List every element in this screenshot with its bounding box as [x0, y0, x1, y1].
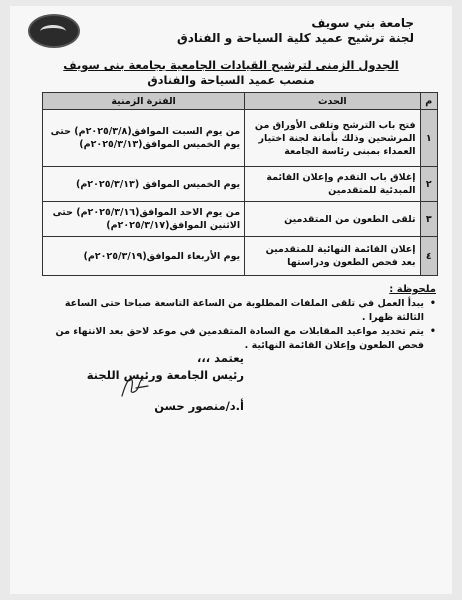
row-num: ٤ [420, 237, 437, 276]
title-line-1: الجدول الزمنى لترشيح القيادات الجامعية بجامعة بنى سويف [63, 58, 399, 72]
document-title [50, 58, 412, 88]
university-name: جامعة بني سويف [311, 16, 414, 30]
row-event: فتح باب الترشح وتلقى الأوراق من المرشحين وذلك بأمانة لجنة اختيار العمداء بمبنى رئاسة الجامعة [245, 110, 420, 167]
committee-name: لجنة ترشيح عميد كلية السياحة و الفنادق [176, 31, 414, 45]
notes-section [36, 284, 436, 353]
university-logo-icon [28, 14, 80, 48]
schedule-table [42, 92, 438, 276]
header-num: م [420, 93, 437, 110]
signer-name: أ.د/منصور حسن [154, 399, 244, 413]
row-period: يوم الأربعاء الموافق(٢٠٢٥/٣/١٩م) [43, 237, 245, 276]
letterhead [176, 16, 414, 46]
row-period: يوم الخميس الموافق (٢٠٢٥/٣/١٣م) [43, 167, 245, 202]
row-event: تلقى الطعون من المتقدمين [245, 202, 420, 237]
table-row [43, 202, 438, 237]
handwritten-signature-icon [118, 372, 152, 402]
note-item: • يتم تحديد مواعيد المقابلات مع السادة المتقدمين في موعد لاحق بعد الانتهاء من فحص الطعون وإعلان القائمة النهائية . [36, 325, 436, 353]
row-period: من يوم السبت الموافق(٢٠٢٥/٣/٨م) حتى يوم الخميس الموافق(٢٠٢٥/٣/١٣م) [43, 110, 245, 167]
row-period: من يوم الاحد الموافق(٢٠٢٥/٣/١٦م) حتى الاثنين الموافق(٢٠٢٥/٣/١٧م) [43, 202, 245, 237]
table-row [43, 237, 438, 276]
row-num: ٢ [420, 167, 437, 202]
note-item: • يبدأ العمل في تلقى الملفات المطلوبة من الساعة التاسعة صباحا حتى الساعة الثالثة ظهرا . [36, 297, 436, 325]
approval-text: يعتمد ،،، [197, 351, 244, 365]
row-event: إغلاق باب التقدم وإعلان القائمة المبدئية للمتقدمين [245, 167, 420, 202]
row-num: ٣ [420, 202, 437, 237]
row-num: ١ [420, 110, 437, 167]
table-row [43, 167, 438, 202]
header-event: الحدث [245, 93, 420, 110]
header-period: الفترة الزمنية [43, 93, 245, 110]
table-row [43, 110, 438, 167]
signature-block [87, 350, 244, 415]
document-page [10, 6, 452, 594]
row-event: إعلان القائمة النهائية للمتقدمين بعد فحص الطعون ودراستها [245, 237, 420, 276]
notes-heading: ملحوظة : [389, 284, 436, 295]
title-line-2: منصب عميد السياحة والفنادق [147, 73, 315, 87]
signer-role: رئيس الجامعة ورئيس اللجنة [86, 368, 244, 382]
table-header-row [43, 93, 438, 110]
